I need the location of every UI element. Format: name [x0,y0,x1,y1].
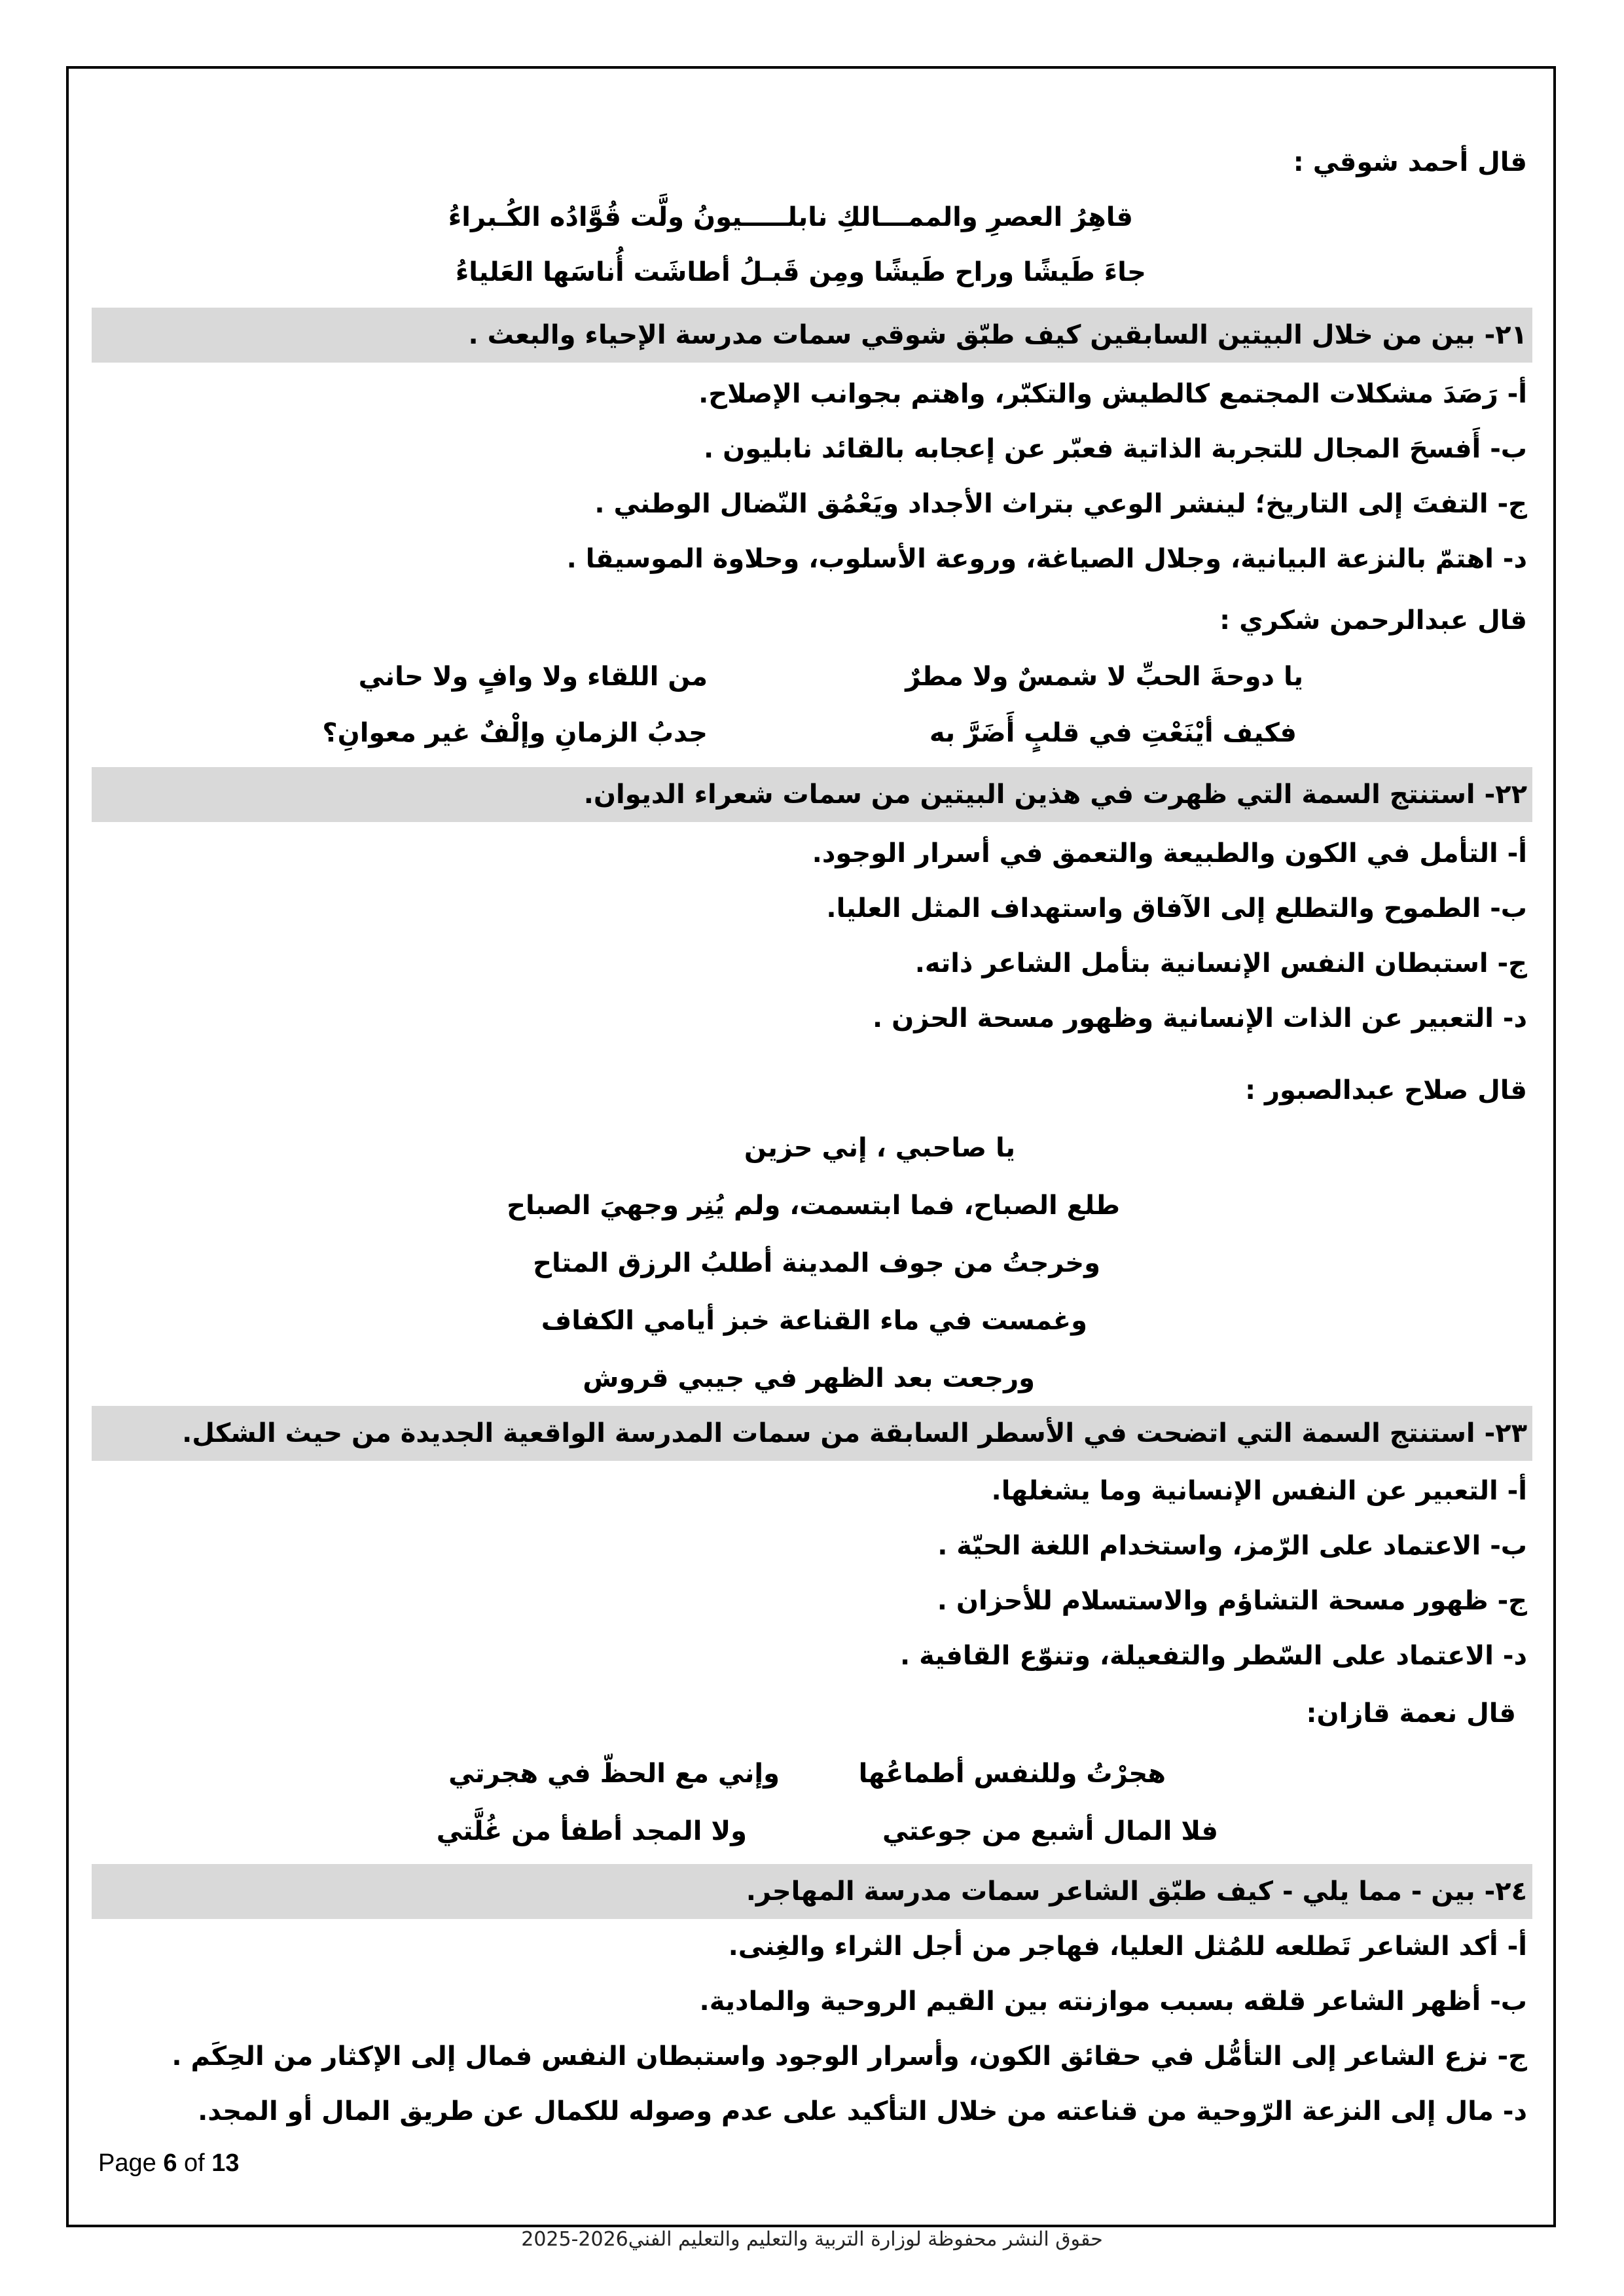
verse-left-hemistich: من اللقاء ولا وافٍ ولا حاني [358,662,708,692]
option-c[interactable]: ج- التفتَ إلى التاريخ؛ لينشر الوعي بتراث الأجداد ويَعْمُق النّضال الوطني . [594,489,1527,519]
option-b[interactable]: ب- الطموح والتطلع إلى الآفاق واستهداف المثل العليا. [826,893,1527,924]
poet-intro: قال أحمد شوقي : [1293,147,1527,177]
option-d[interactable]: د- التعبير عن الذات الإنسانية وظهور مسحة الحزن . [873,1003,1527,1033]
option-c[interactable]: ج- ظهور مسحة التشاؤم والاستسلام للأحزان . [937,1586,1527,1616]
poet-intro: قال نعمة قازان: [1306,1698,1516,1729]
page-of: of [177,2149,212,2177]
option-d[interactable]: د- الاعتماد على السّطر والتفعيلة، وتنوّع القافية . [899,1641,1527,1671]
verse-line: طلع الصباح، فما ابتسمت، ولم يُنِر وجهيَ الصباح [507,1191,1120,1221]
page-total: 13 [211,2149,240,2177]
copyright-notice: حقوق النشر محفوظة لوزارة التربية والتعليم والتعليم الفني2026-2025 [521,2228,1103,2251]
option-b[interactable]: ب- الاعتماد على الرّمز، واستخدام اللغة الحيّة . [937,1531,1527,1561]
verse-line: ورجعت بعد الظهر في جيبي قروش [583,1363,1035,1393]
page-current: 6 [163,2149,177,2177]
verse-right-hemistich: يا دوحةَ الحبِّ لا شمسٌ ولا مطرٌ [905,662,1303,692]
verse-line: جاءَ طَيشًا وراح طَيشًا ومِن قَبـلُ أطاشَت أُناسَها العَلياءُ [455,257,1146,287]
verse-right-hemistich: فكيف أيْنَعْتِ في قلبٍ أَضَرَّ به [929,718,1297,748]
question-21: ٢١- بين من خلال البيتين السابقين كيف طبّق شوقي سمات مدرسة الإحياء والبعث . [92,308,1532,363]
option-d[interactable]: د- اهتمّ بالنزعة البيانية، وجلال الصياغة، وروعة الأسلوب، وحلاوة الموسيقا . [566,544,1527,574]
verse-line: وخرجتُ من جوف المدينة أطلبُ الرزق المتاح [533,1248,1100,1278]
page-number [98,2149,240,2178]
question-22: ٢٢- استنتج السمة التي ظهرت في هذين البيتين من سمات شعراء الديوان. [92,767,1532,822]
poet-intro: قال عبدالرحمن شكري : [1219,605,1527,636]
verse-left-hemistich: جدبُ الزمانِ وإلْفٌ غير معوانِ؟ [322,718,708,748]
page-prefix: Page [98,2149,164,2177]
question-24: ٢٤- بين - مما يلي - كيف طبّق الشاعر سمات مدرسة المهاجر. [92,1864,1532,1919]
verse-left-hemistich: ولا المجد أطفأ من غُلَّتي [436,1816,747,1846]
option-a[interactable]: أ- رَصَدَ مشكلات المجتمع كالطيش والتكبّر، واهتم بجوانب الإصلاح. [698,379,1527,409]
verse-line: يا صاحبي ، إني حزين [744,1133,1015,1163]
verse-right-hemistich: فلا المال أشبع من جوعتي [882,1816,1218,1846]
verse-left-hemistich: وإني مع الحظّ في هجرتي [448,1759,780,1789]
option-a[interactable]: أ- التأمل في الكون والطبيعة والتعمق في أسرار الوجود. [812,838,1527,869]
option-c[interactable]: ج- نزع الشاعر إلى التأمُّل في حقائق الكون، وأسرار الوجود واستبطان النفس فمال إلى الإكثار من الحِكَم . [171,2041,1527,2072]
verse-line: قاهِرُ العصرِ والممـــالكِ نابلـــــيونُ ولَّت قُوَّادُه الكُـبراءُ [448,202,1133,232]
option-a[interactable]: أ- التعبير عن النفس الإنسانية وما يشغلها. [991,1476,1527,1506]
option-b[interactable]: ب- أَفسحَ المجال للتجربة الذاتية فعبّر عن إعجابه بالقائد نابليون . [704,434,1527,464]
option-c[interactable]: ج- استبطان النفس الإنسانية بتأمل الشاعر ذاته. [914,948,1527,978]
verse-line: وغمست في ماء القناعة خبز أيامي الكفاف [541,1306,1087,1336]
option-a[interactable]: أ- أكد الشاعر تَطلعه للمُثل العليا، فهاجر من أجل الثراء والغِنى. [728,1931,1527,1962]
option-b[interactable]: ب- أظهر الشاعر قلقه بسبب موازنته بين القيم الروحية والمادية. [699,1986,1527,2017]
option-d[interactable]: د- مال إلى النزعة الرّوحية من قناعته من خلال التأكيد على عدم وصوله للكمال عن طريق المال أو المجد. [198,2096,1527,2126]
verse-right-hemistich: هجرْتُ وللنفس أطماعُها [858,1759,1166,1789]
poet-intro: قال صلاح عبدالصبور : [1245,1075,1527,1105]
question-23: ٢٣- استنتج السمة التي اتضحت في الأسطر السابقة من سمات المدرسة الواقعية الجديدة من حيث الشكل. [92,1406,1532,1461]
